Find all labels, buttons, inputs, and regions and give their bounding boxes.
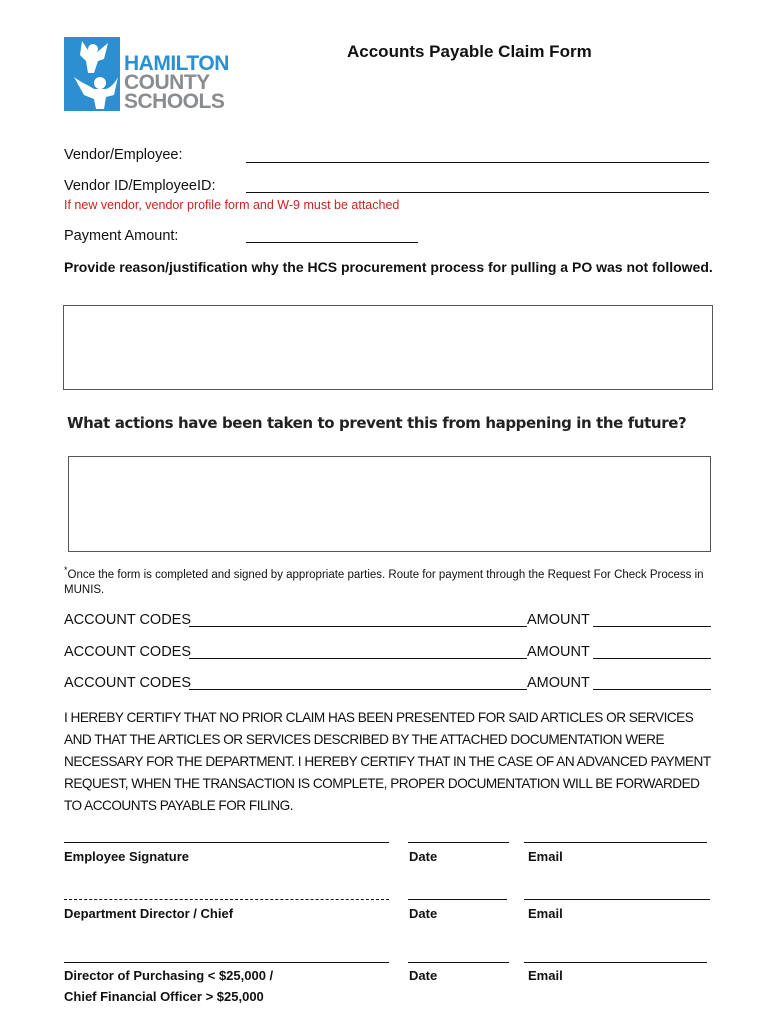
email-line[interactable] [524,899,710,900]
children-figures-icon [64,37,120,111]
justification-prompt: Provide reason/justification why the HCS procurement process for pulling a PO was not followed. [64,259,713,275]
amount-field[interactable] [593,626,711,627]
amount-label: AMOUNT [527,612,590,628]
date-line[interactable] [408,899,507,900]
footnote [64,563,704,598]
amount-field[interactable] [593,689,711,690]
date-label: Date [409,849,438,864]
account-codes-label: ACCOUNT CODES [64,644,192,660]
payment-amount-label: Payment Amount: [64,228,179,244]
account-codes-field[interactable] [189,626,527,627]
account-codes-field[interactable] [189,689,527,690]
signature-line[interactable] [64,899,389,900]
date-label: Date [409,906,438,921]
account-codes-label: ACCOUNT CODES [64,612,192,628]
amount-label: AMOUNT [527,644,590,660]
actions-textbox[interactable] [68,456,711,552]
signature-line[interactable] [64,962,389,963]
signature-line[interactable] [64,842,389,843]
certification-text: I HEREBY CERTIFY THAT NO PRIOR CLAIM HAS BEEN PRESENTED FOR SAID ARTICLES OR SERVICES AND THAT THE ARTICLES OR SERVICES DESCRIBED BY THE ATTACHED DOCUMENTATION WERE NECESSARY FOR THE DEPARTMENT. I HEREBY CERTIFY THAT IN THE CASE OF AN ADVANCED PAYMENT REQUEST, WHEN THE TRANSACTION IS COMPLETE, PROPER DOCUMENTATION WILL BE FORWARDED TO ACCOUNTS PAYABLE FOR FILING. [64,710,711,813]
signature-role: Employee Signature [64,849,189,864]
signature-role: Department Director / Chief [64,906,234,921]
email-label: Email [528,906,563,921]
footnote-text: Once the form is completed and signed by appropriate parties. Route for payment through the Request For Check Process in MUNIS. [64,568,704,596]
logo-figures-icon [64,37,120,111]
new-vendor-note: If new vendor, vendor profile form and W-9 must be attached [64,198,400,212]
payment-amount-field[interactable] [246,242,418,243]
account-codes-field[interactable] [189,658,527,659]
amount-label: AMOUNT [527,675,590,691]
signature-role-line2: Chief Financial Officer > $25,000 [64,989,264,1004]
vendor-id-label: Vendor ID/EmployeeID: [64,178,216,194]
form-title: Accounts Payable Claim Form [347,42,592,61]
actions-prompt: What actions have been taken to prevent this from happening in the future? [67,414,687,432]
date-line[interactable] [408,962,509,963]
date-line[interactable] [408,842,509,843]
account-codes-label: ACCOUNT CODES [64,675,192,691]
vendor-field[interactable] [246,162,709,163]
amount-field[interactable] [593,658,711,659]
email-line[interactable] [524,842,707,843]
logo-line-county: COUNTY [124,71,210,94]
justification-textbox[interactable] [63,305,713,390]
email-label: Email [528,968,563,983]
email-label: Email [528,849,563,864]
logo-line-schools: SCHOOLS [124,90,225,113]
footnote-mark: * [64,565,68,575]
signature-role: Director of Purchasing < $25,000 / [64,968,274,983]
logo-line-hamilton: HAMILTON [124,52,229,75]
vendor-label: Vendor/Employee: [64,147,183,163]
email-line[interactable] [524,962,707,963]
date-label: Date [409,968,438,983]
vendor-id-field[interactable] [246,192,709,193]
